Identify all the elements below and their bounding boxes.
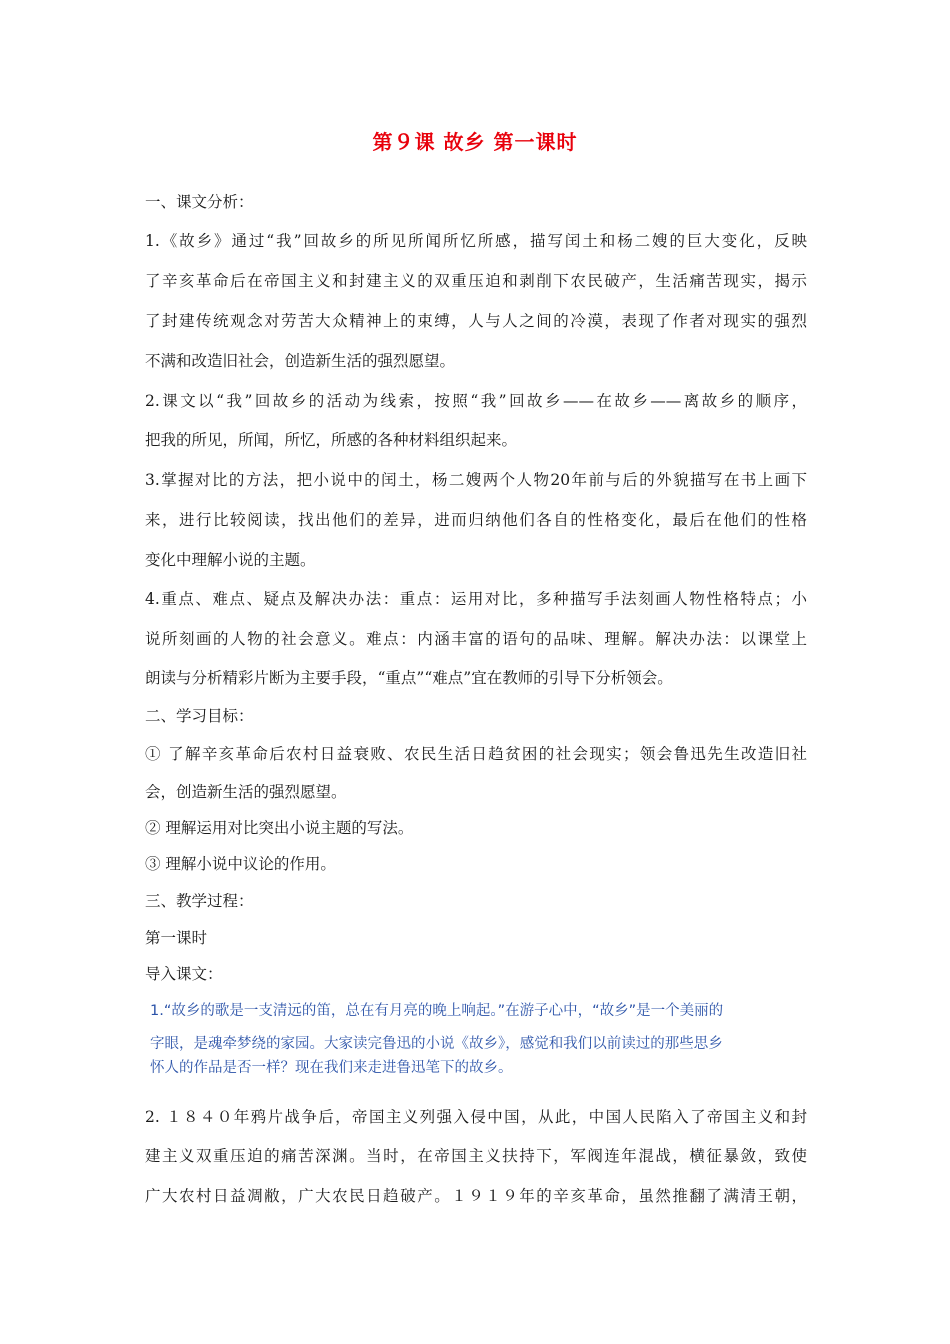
goal-item: ② 理解运用对比突出小说主题的写法。 bbox=[145, 819, 414, 837]
page-title: 第９课 故乡 第一课时 bbox=[372, 130, 578, 154]
intro-quote-line: 1.“故乡的歌是一支清远的笛，总在有月亮的晚上响起。”在游子心中，“故乡”是一个美丽的 bbox=[150, 1003, 724, 1019]
paragraph-line: 2.课文以“我”回故乡的活动为线索，按照“我”回故乡——在故乡——离故乡的顺序， bbox=[145, 392, 807, 410]
paragraph-line: 把我的所见，所闻，所忆，所感的各种材料组织起来。 bbox=[145, 431, 518, 449]
subheading-intro: 导入课文： bbox=[145, 965, 223, 983]
paragraph-line: 建主义双重压迫的痛苦深渊。当时，在帝国主义扶持下，军阀连年混战，横征暴敛，致使 bbox=[145, 1147, 807, 1165]
subheading-first-lesson: 第一课时 bbox=[145, 929, 208, 947]
goal-item: ① 了解辛亥革命后农村日益衰败、农民生活日趋贫困的社会现实；领会鲁迅先生改造旧社 bbox=[145, 745, 807, 763]
intro-quote-line: 字眼，是魂牵梦绕的家园。大家读完鲁迅的小说《故乡》，感觉和我们以前读过的那些思乡 bbox=[150, 1036, 723, 1052]
goal-item-continued: 会，创造新生活的强烈愿望。 bbox=[145, 783, 347, 801]
paragraph-line: 了辛亥革命后在帝国主义和封建主义的双重压迫和剥削下农民破产，生活痛苦现实，揭示 bbox=[145, 272, 807, 290]
paragraph-line: 3.掌握对比的方法，把小说中的闰土，杨二嫂两个人物20年前与后的外貌描写在书上画下 bbox=[145, 471, 807, 489]
paragraph-line: 1.《故乡》通过“我”回故乡的所见所闻所忆所感，描写闰土和杨二嫂的巨大变化，反映 bbox=[145, 232, 807, 250]
intro-quote-line: 怀人的作品是否一样？现在我们来走进鲁迅笔下的故乡。 bbox=[150, 1060, 513, 1076]
paragraph-line: 广大农村日益凋敝，广大农民日趋破产。１９１９年的辛亥革命，虽然推翻了满清王朝， bbox=[145, 1187, 807, 1205]
section-heading-goals: 二、学习目标： bbox=[145, 707, 254, 725]
paragraph-line: 4.重点、难点、疑点及解决办法：重点：运用对比，多种描写手法刻画人物性格特点；小 bbox=[145, 590, 807, 608]
paragraph-line: 了封建传统观念对劳苦大众精神上的束缚，人与人之间的冷漠，表现了作者对现实的强烈 bbox=[145, 312, 807, 330]
paragraph-line: 2. １８４０年鸦片战争后，帝国主义列强入侵中国，从此，中国人民陷入了帝国主义和封 bbox=[145, 1108, 807, 1126]
paragraph-line: 来，进行比较阅读，找出他们的差异，进而归纳他们各自的性格变化，最后在他们的性格 bbox=[145, 511, 807, 529]
goal-item: ③ 理解小说中议论的作用。 bbox=[145, 855, 336, 873]
section-heading-analysis: 一、课文分析： bbox=[145, 193, 254, 211]
paragraph-line: 朗读与分析精彩片断为主要手段，“重点”“难点”宜在教师的引导下分析领会。 bbox=[145, 669, 673, 687]
paragraph-line: 说所刻画的人物的社会意义。难点：内涵丰富的语句的品味、理解。解决办法：以课堂上 bbox=[145, 630, 807, 648]
paragraph-line: 不满和改造旧社会，创造新生活的强烈愿望。 bbox=[145, 352, 456, 370]
paragraph-line: 变化中理解小说的主题。 bbox=[145, 551, 316, 569]
section-heading-process: 三、教学过程： bbox=[145, 892, 254, 910]
